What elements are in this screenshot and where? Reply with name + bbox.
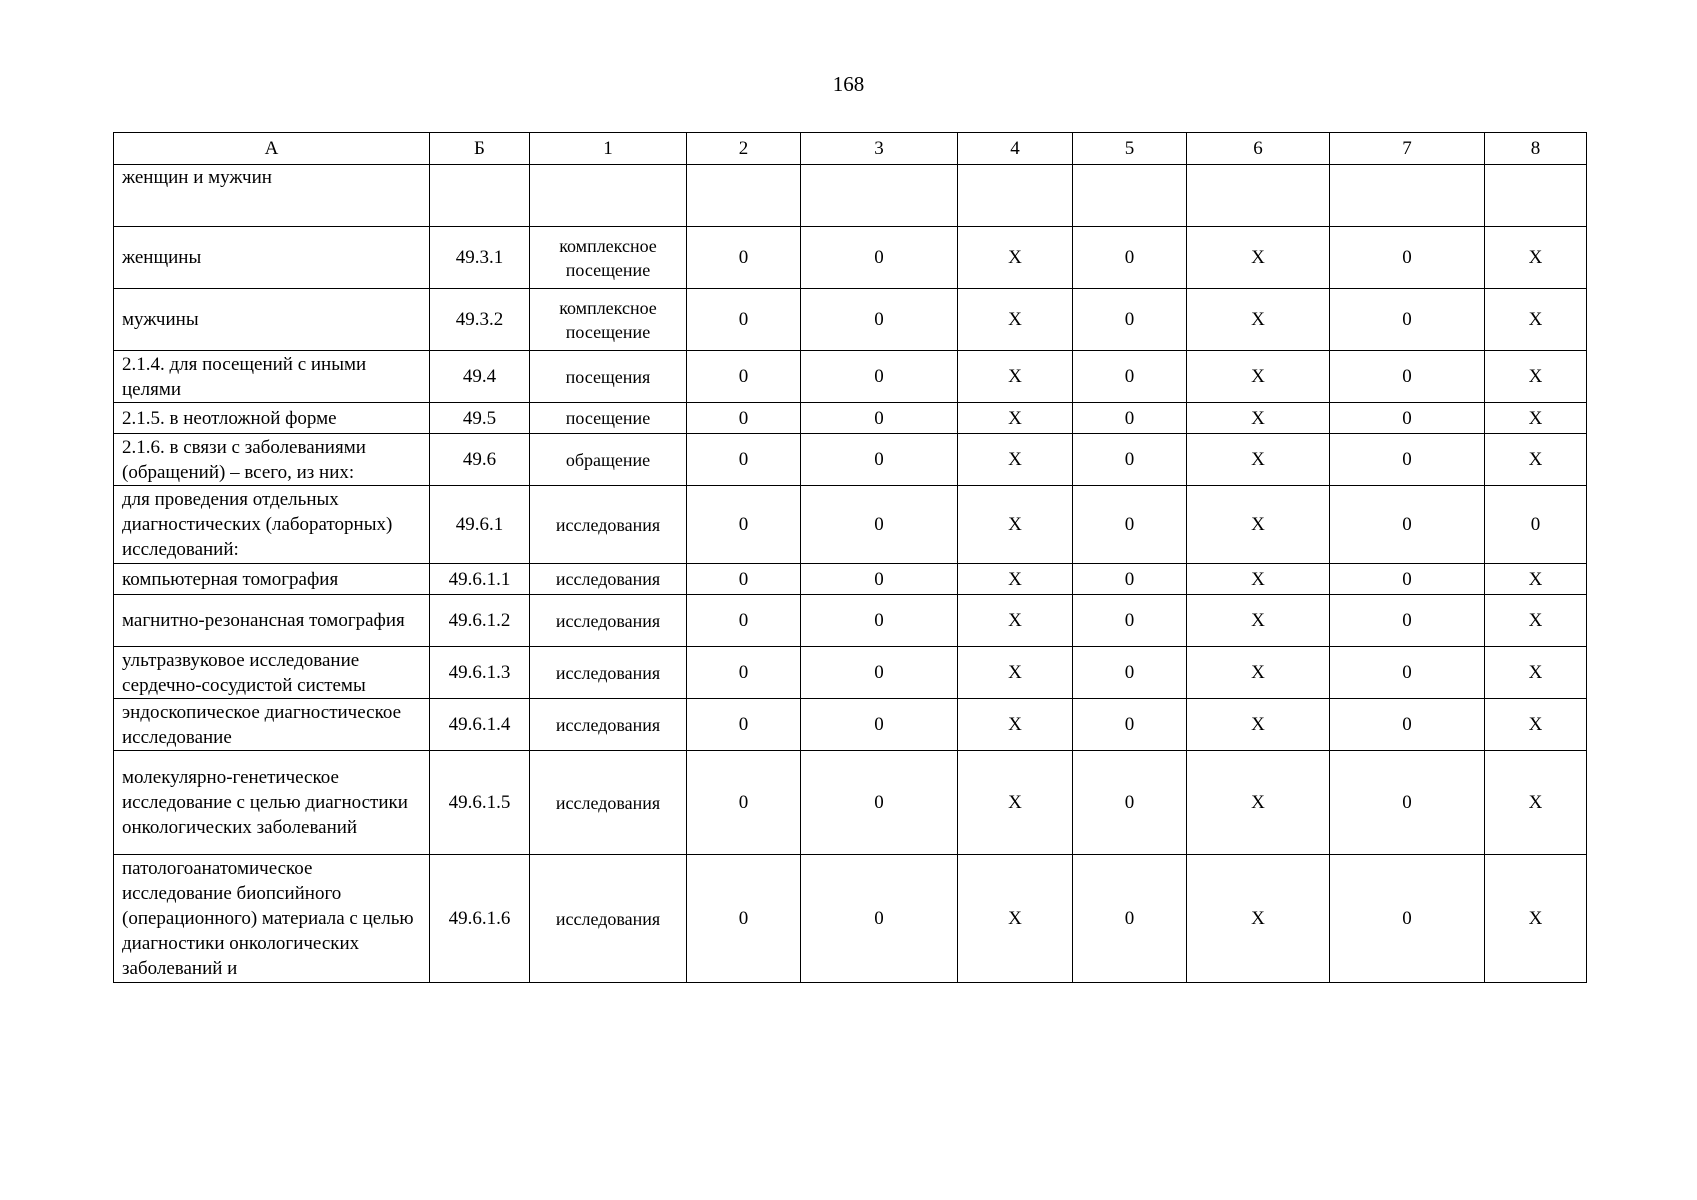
cell-col-3 xyxy=(801,165,958,227)
row-code: 49.6.1.6 xyxy=(430,855,530,983)
table-row xyxy=(114,595,1587,647)
table-row xyxy=(114,647,1587,699)
row-code: 49.6.1 xyxy=(430,486,530,564)
row-label: патологоанатомическое исследование биопсийного (операционного) материала с целью диагностики онкологических заболеваний и xyxy=(114,855,430,983)
cell-col-2: 0 xyxy=(687,227,801,289)
cell-col-5: 0 xyxy=(1073,486,1187,564)
table-row xyxy=(114,564,1587,595)
cell-col-3: 0 xyxy=(801,486,958,564)
cell-col-3: 0 xyxy=(801,564,958,595)
cell-col-5: 0 xyxy=(1073,855,1187,983)
row-unit: посещение xyxy=(530,403,687,434)
row-unit: исследования xyxy=(530,751,687,855)
table-row xyxy=(114,227,1587,289)
cell-col-3: 0 xyxy=(801,855,958,983)
row-unit: исследования xyxy=(530,486,687,564)
cell-col-8: Х xyxy=(1485,403,1587,434)
header-cell-1: 1 xyxy=(530,133,687,165)
cell-col-6: Х xyxy=(1187,595,1330,647)
cell-col-6: Х xyxy=(1187,289,1330,351)
header-cell-4: 4 xyxy=(958,133,1073,165)
cell-col-2: 0 xyxy=(687,647,801,699)
row-code: 49.6 xyxy=(430,434,530,486)
page-number: 168 xyxy=(832,72,865,96)
cell-col-3: 0 xyxy=(801,647,958,699)
cell-col-7: 0 xyxy=(1330,486,1485,564)
row-label: 2.1.6. в связи с заболеваниями (обращений) – всего, из них: xyxy=(114,434,430,486)
cell-col-7: 0 xyxy=(1330,699,1485,751)
row-unit: обращение xyxy=(530,434,687,486)
cell-col-8 xyxy=(1485,165,1587,227)
cell-col-5: 0 xyxy=(1073,403,1187,434)
cell-col-5: 0 xyxy=(1073,564,1187,595)
cell-col-7: 0 xyxy=(1330,227,1485,289)
row-unit: исследования xyxy=(530,647,687,699)
header-cell-a: А xyxy=(114,133,430,165)
cell-col-8: Х xyxy=(1485,351,1587,403)
header-cell-3: 3 xyxy=(801,133,958,165)
cell-col-5: 0 xyxy=(1073,289,1187,351)
row-code: 49.6.1.1 xyxy=(430,564,530,595)
cell-col-3: 0 xyxy=(801,351,958,403)
table-header xyxy=(114,133,1587,165)
cell-col-4 xyxy=(958,165,1073,227)
header-cell-5: 5 xyxy=(1073,133,1187,165)
row-code: 49.4 xyxy=(430,351,530,403)
cell-col-3: 0 xyxy=(801,751,958,855)
cell-col-5: 0 xyxy=(1073,434,1187,486)
cell-col-7 xyxy=(1330,165,1485,227)
table-row xyxy=(114,855,1587,983)
cell-col-7: 0 xyxy=(1330,595,1485,647)
row-label: ультразвуковое исследование сердечно-сосудистой системы xyxy=(114,647,430,699)
cell-col-5: 0 xyxy=(1073,351,1187,403)
row-code: 49.6.1.4 xyxy=(430,699,530,751)
row-label: женщины xyxy=(114,227,430,289)
header-cell-8: 8 xyxy=(1485,133,1587,165)
cell-col-6: Х xyxy=(1187,486,1330,564)
row-label: женщин и мужчин xyxy=(114,165,430,227)
cell-col-3: 0 xyxy=(801,595,958,647)
table-row xyxy=(114,289,1587,351)
cell-col-6: Х xyxy=(1187,434,1330,486)
cell-col-4: Х xyxy=(958,403,1073,434)
cell-col-5: 0 xyxy=(1073,751,1187,855)
data-table xyxy=(113,132,1587,983)
cell-col-3: 0 xyxy=(801,403,958,434)
row-code: 49.6.1.3 xyxy=(430,647,530,699)
row-unit: комплексное посещение xyxy=(530,289,687,351)
cell-col-8: Х xyxy=(1485,434,1587,486)
row-label: мужчины xyxy=(114,289,430,351)
header-cell-6: 6 xyxy=(1187,133,1330,165)
cell-col-2: 0 xyxy=(687,699,801,751)
cell-col-3: 0 xyxy=(801,434,958,486)
row-unit: исследования xyxy=(530,595,687,647)
cell-col-5: 0 xyxy=(1073,595,1187,647)
cell-col-7: 0 xyxy=(1330,289,1485,351)
cell-col-5: 0 xyxy=(1073,227,1187,289)
cell-col-4: Х xyxy=(958,699,1073,751)
table-row xyxy=(114,699,1587,751)
row-unit: исследования xyxy=(530,699,687,751)
row-code: 49.5 xyxy=(430,403,530,434)
cell-col-6: Х xyxy=(1187,699,1330,751)
cell-col-8: Х xyxy=(1485,855,1587,983)
row-label: 2.1.4. для посещений с иными целями xyxy=(114,351,430,403)
cell-col-4: Х xyxy=(958,434,1073,486)
cell-col-7: 0 xyxy=(1330,564,1485,595)
cell-col-2: 0 xyxy=(687,434,801,486)
cell-col-8: Х xyxy=(1485,595,1587,647)
row-label: 2.1.5. в неотложной форме xyxy=(114,403,430,434)
cell-col-5: 0 xyxy=(1073,647,1187,699)
row-label: для проведения отдельных диагностических (лабораторных) исследований: xyxy=(114,486,430,564)
row-code: 49.3.1 xyxy=(430,227,530,289)
row-unit: комплексное посещение xyxy=(530,227,687,289)
cell-col-2: 0 xyxy=(687,595,801,647)
cell-col-8: Х xyxy=(1485,751,1587,855)
row-code: 49.3.2 xyxy=(430,289,530,351)
cell-col-6: Х xyxy=(1187,647,1330,699)
cell-col-2: 0 xyxy=(687,351,801,403)
cell-col-7: 0 xyxy=(1330,647,1485,699)
cell-col-5 xyxy=(1073,165,1187,227)
table-row xyxy=(114,403,1587,434)
row-code: 49.6.1.5 xyxy=(430,751,530,855)
cell-col-2: 0 xyxy=(687,855,801,983)
cell-col-2: 0 xyxy=(687,751,801,855)
cell-col-6: Х xyxy=(1187,403,1330,434)
row-unit xyxy=(530,165,687,227)
cell-col-2: 0 xyxy=(687,486,801,564)
cell-col-2: 0 xyxy=(687,564,801,595)
cell-col-7: 0 xyxy=(1330,751,1485,855)
cell-col-8: 0 xyxy=(1485,486,1587,564)
cell-col-2: 0 xyxy=(687,289,801,351)
cell-col-3: 0 xyxy=(801,227,958,289)
cell-col-7: 0 xyxy=(1330,855,1485,983)
cell-col-8: Х xyxy=(1485,289,1587,351)
cell-col-8: Х xyxy=(1485,647,1587,699)
cell-col-6: Х xyxy=(1187,564,1330,595)
cell-col-6: Х xyxy=(1187,855,1330,983)
cell-col-8: Х xyxy=(1485,564,1587,595)
cell-col-4: Х xyxy=(958,227,1073,289)
cell-col-3: 0 xyxy=(801,289,958,351)
cell-col-4: Х xyxy=(958,647,1073,699)
cell-col-4: Х xyxy=(958,351,1073,403)
header-cell-2: 2 xyxy=(687,133,801,165)
cell-col-2 xyxy=(687,165,801,227)
table-row xyxy=(114,434,1587,486)
cell-col-4: Х xyxy=(958,751,1073,855)
table-body xyxy=(114,165,1587,983)
cell-col-5: 0 xyxy=(1073,699,1187,751)
cell-col-8: Х xyxy=(1485,699,1587,751)
header-cell-7: 7 xyxy=(1330,133,1485,165)
header-row xyxy=(114,133,1587,165)
cell-col-8: Х xyxy=(1485,227,1587,289)
cell-col-7: 0 xyxy=(1330,351,1485,403)
cell-col-6 xyxy=(1187,165,1330,227)
row-unit: исследования xyxy=(530,855,687,983)
row-code: 49.6.1.2 xyxy=(430,595,530,647)
row-code xyxy=(430,165,530,227)
cell-col-4: Х xyxy=(958,289,1073,351)
cell-col-7: 0 xyxy=(1330,434,1485,486)
cell-col-3: 0 xyxy=(801,699,958,751)
cell-col-2: 0 xyxy=(687,403,801,434)
row-label: молекулярно-генетическое исследование с целью диагностики онкологических заболеваний xyxy=(114,751,430,855)
row-unit: исследования xyxy=(530,564,687,595)
cell-col-6: Х xyxy=(1187,751,1330,855)
table-row xyxy=(114,751,1587,855)
row-label: магнитно-резонансная томография xyxy=(114,595,430,647)
cell-col-4: Х xyxy=(958,855,1073,983)
row-label: эндоскопическое диагностическое исследование xyxy=(114,699,430,751)
cell-col-6: Х xyxy=(1187,227,1330,289)
table-row xyxy=(114,351,1587,403)
cell-col-4: Х xyxy=(958,595,1073,647)
row-unit: посещения xyxy=(530,351,687,403)
row-label: компьютерная томография xyxy=(114,564,430,595)
cell-col-4: Х xyxy=(958,486,1073,564)
cell-col-7: 0 xyxy=(1330,403,1485,434)
header-cell-b: Б xyxy=(430,133,530,165)
cell-col-6: Х xyxy=(1187,351,1330,403)
cell-col-4: Х xyxy=(958,564,1073,595)
table-row xyxy=(114,486,1587,564)
table-row xyxy=(114,165,1587,227)
